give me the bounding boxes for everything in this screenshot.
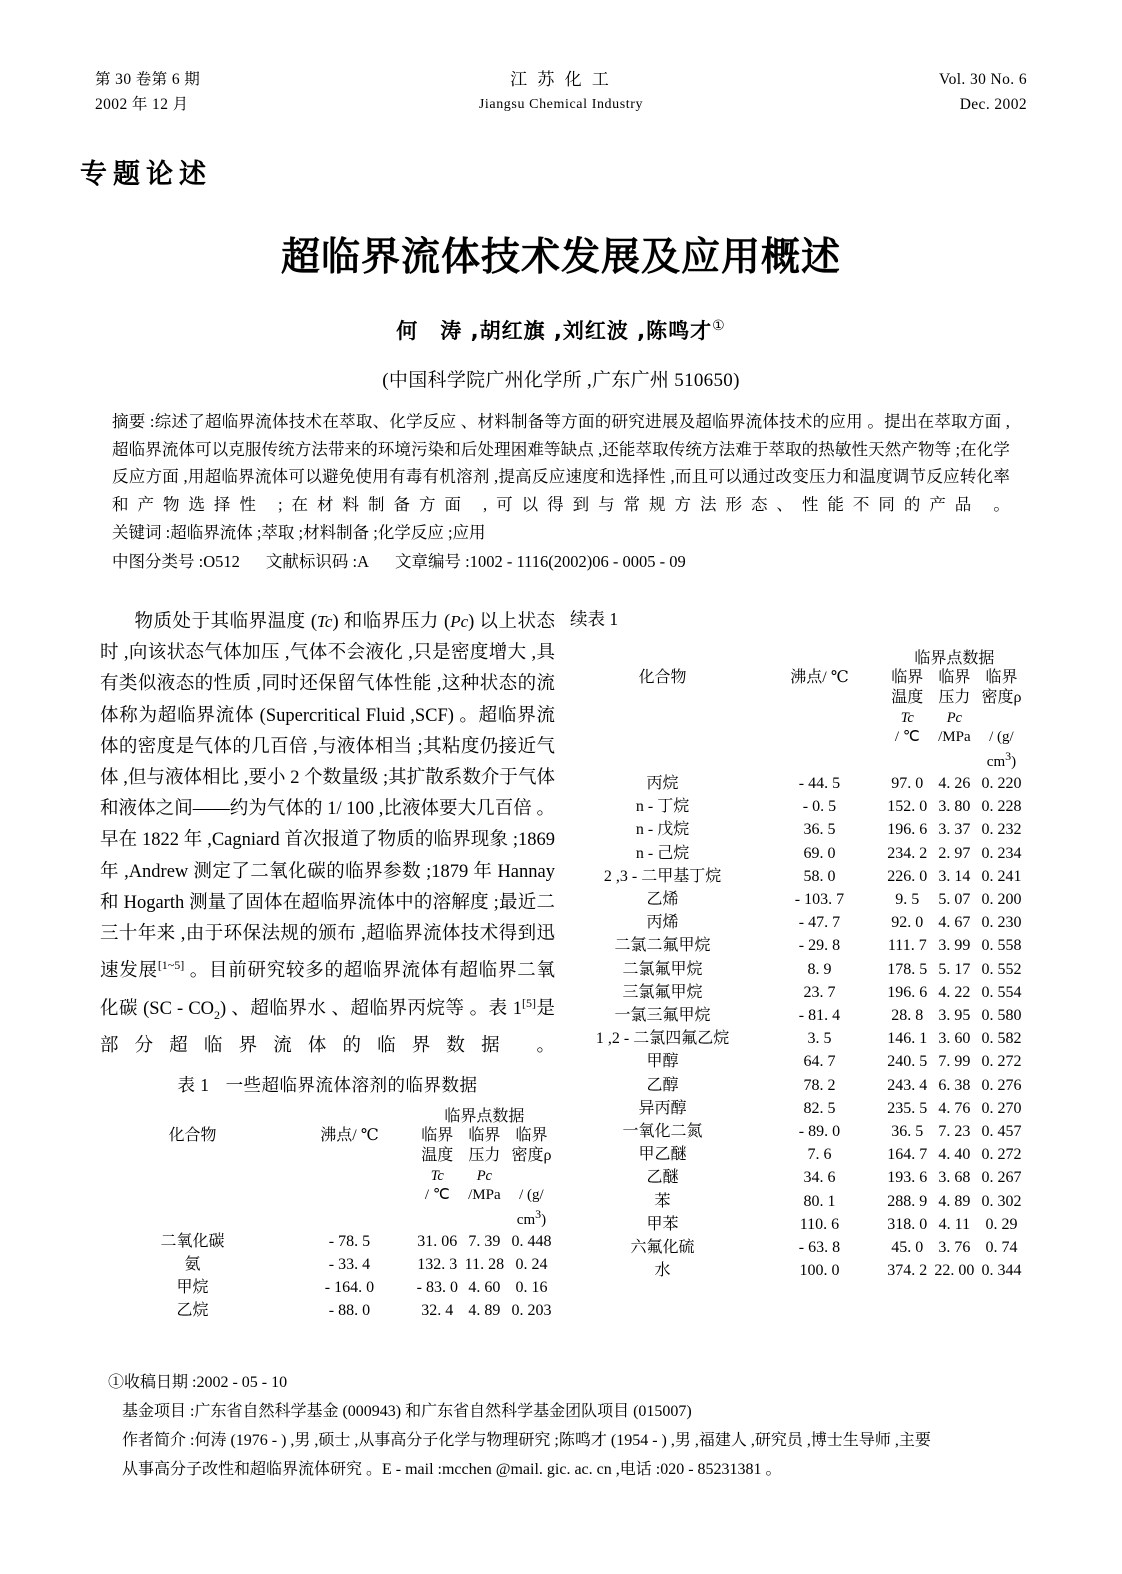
column-left — [100, 606, 555, 1323]
cell-compound: 丙烷 — [646, 775, 679, 792]
cell-critical-density: 0. 580 — [981, 1007, 1022, 1025]
footnote-received-date: ①收稿日期 :2002 - 05 - 10 — [108, 1374, 288, 1391]
table-row — [570, 911, 1025, 934]
footnote-bio-line2: 从事高分子改性和超临界流体研究 。E - mail :mcchen @mail. gic. ac. cn ,电话 :020 - 85231381 。 — [122, 1461, 782, 1478]
author-footnote-marker: ① — [712, 318, 726, 334]
table1-continued-label: 续表 1 — [570, 609, 619, 629]
cell-critical-density: 0. 203 — [511, 1302, 552, 1320]
cell-compound: n - 己烷 — [635, 844, 690, 862]
cell-critical-density: 0. 552 — [981, 960, 1022, 978]
cell-critical-density: 0. 267 — [981, 1169, 1022, 1187]
cell-critical-temperature: 92. 0 — [891, 914, 924, 932]
issue-date-en: Dec. 2002 — [959, 96, 1027, 113]
cell-critical-density: 0. 272 — [981, 1053, 1022, 1071]
cell-critical-pressure: 22. 00 — [934, 1262, 975, 1280]
cell-critical-density: 0. 29 — [985, 1215, 1018, 1233]
table-row — [570, 1050, 1025, 1073]
co2-subscript: 2 — [214, 1007, 221, 1022]
issue-date-cn: 2002 年 12 月 — [95, 96, 189, 113]
cell-boiling-point: 69. 0 — [803, 844, 836, 862]
table1-unit-rho: / (g/ $cm^3$) — [516, 1186, 547, 1228]
cell-critical-pressure: 4. 40 — [938, 1146, 971, 1164]
table-row — [570, 958, 1025, 981]
cell-compound: 甲烷 — [176, 1279, 209, 1297]
cell-critical-temperature: 146. 1 — [887, 1030, 928, 1048]
volume-issue-cn: 第 30 卷第 6 期 — [95, 71, 201, 88]
article-number: 文章编号 :1002 - 1116(2002)06 - 0005 - 09 — [395, 551, 686, 571]
cell-critical-pressure: 5. 07 — [938, 891, 971, 909]
cell-boiling-point: - 89. 0 — [798, 1123, 841, 1141]
table1-col-pc: 临界压力 Pc — [468, 1126, 501, 1184]
cell-critical-temperature: 28. 8 — [891, 1007, 924, 1025]
table-row — [570, 1027, 1025, 1050]
cell-boiling-point: - 0. 5 — [802, 798, 837, 816]
section-label: 专题论述 — [80, 159, 212, 190]
symbol-tc: Tc — [317, 612, 333, 631]
table-row — [570, 1120, 1025, 1143]
table-row — [570, 981, 1025, 1004]
cell-boiling-point: 3. 5 — [807, 1030, 832, 1048]
table1-unit-tc: / ℃ — [424, 1186, 450, 1203]
cell-compound: 甲苯 — [646, 1215, 679, 1233]
cell-critical-pressure: 3. 76 — [938, 1239, 971, 1257]
cell-critical-pressure: 3. 80 — [938, 798, 971, 816]
cell-critical-density: 0. 582 — [981, 1030, 1022, 1048]
table1c-header-row — [570, 668, 1025, 728]
cell-critical-density: 0. 24 — [515, 1256, 548, 1274]
cell-compound: 二氯二氟甲烷 — [614, 937, 711, 955]
cell-critical-temperature: 374. 2 — [887, 1262, 928, 1280]
cell-critical-temperature: 235. 5 — [887, 1099, 928, 1117]
cell-critical-temperature: 32. 4 — [421, 1302, 454, 1320]
cell-boiling-point: - 81. 4 — [798, 1007, 841, 1025]
cell-critical-pressure: 11. 28 — [464, 1256, 505, 1274]
volume-issue-en: Vol. 30 No. 6 — [938, 71, 1027, 88]
table-row — [570, 842, 1025, 865]
table-row — [570, 1190, 1025, 1213]
body-text-c: ) 以上状态时 ,向该状态气体加压 ,气体不会液化 ,只是密度增大 ,具有类似液态的性质 ,同时还保留气体性能 ,这种状态的流体称为超临界流体 (Supercritical Fluid ,SCF) 。超临界流体的密度是气体的几百倍 ,与液体相当 ;其粘度仍接近气体 ,但与液体相比 ,要小 2 个数量级 ;其扩散系数介于气体和液体之间——约为气体的 1/ 100 ,比液体要大几百倍 。早在 1822 年 ,Cagniard 首次报道了物质的临界现象 ;1869 年 ,Andrew 测定了二氧化碳的临界参数 ;1879 年 Hannay 和 Hogarth 测量了固体在超临界流体中的溶解度 ;最近二三十年来 ,由于环保法规的颁布 ,超临界流体技术得到迅速发展 — [100, 612, 555, 982]
cell-critical-temperature: 97. 0 — [891, 775, 924, 792]
cell-critical-temperature: 226. 0 — [887, 867, 928, 885]
cell-compound: 乙烯 — [646, 891, 679, 909]
cell-boiling-point: - 78. 5 — [328, 1232, 371, 1250]
cell-critical-density: 0. 554 — [981, 983, 1022, 1001]
cell-compound: n - 戊烷 — [635, 821, 690, 839]
cell-compound: 一氯三氟甲烷 — [614, 1007, 711, 1025]
cell-critical-pressure: 4. 11 — [938, 1215, 971, 1233]
cell-compound: n - 丁烷 — [635, 798, 690, 816]
table-row — [570, 795, 1025, 818]
cell-critical-density: 0. 270 — [981, 1099, 1022, 1117]
cell-critical-temperature: 36. 5 — [891, 1123, 924, 1141]
cell-critical-pressure: 6. 38 — [938, 1076, 971, 1094]
abstract-block — [112, 408, 1010, 575]
table1c-header-row2 — [570, 728, 1025, 772]
cell-critical-pressure: 7. 39 — [468, 1232, 501, 1250]
cell-critical-density: 0. 344 — [981, 1262, 1022, 1280]
cell-boiling-point: 80. 1 — [803, 1192, 836, 1210]
cell-boiling-point: 64. 7 — [803, 1053, 836, 1071]
footnote-bio-line1: 作者简介 :何涛 (1976 - ) ,男 ,硕士 ,从事高分子化学与物理研究 ;陈鸣才 (1954 - ) ,男 ,福建人 ,研究员 ,博士生导师 ,主要 — [122, 1432, 931, 1449]
cell-boiling-point: - 88. 0 — [328, 1302, 371, 1320]
cell-critical-density: 0. 241 — [981, 867, 1022, 885]
cell-critical-pressure: 4. 67 — [938, 914, 971, 932]
table1-col-compound: 化合物 — [168, 1126, 217, 1144]
cell-critical-temperature: 45. 0 — [891, 1239, 924, 1257]
masthead-left — [95, 68, 395, 118]
table1-caption-text: 一些超临界流体溶剂的临界数据 — [225, 1074, 478, 1095]
cell-compound: 丙烯 — [646, 914, 679, 932]
cell-boiling-point: - 33. 4 — [328, 1256, 371, 1274]
table1 — [100, 1103, 555, 1323]
table1c-col-compound: 化合物 — [638, 669, 687, 686]
cell-boiling-point: - 47. 7 — [798, 914, 841, 932]
cell-compound: 1 ,2 - 二氯四氟乙烷 — [595, 1030, 730, 1048]
cell-compound: 异丙醇 — [638, 1099, 687, 1117]
column-right — [570, 606, 1025, 1282]
cell-compound: 2 ,3 - 二甲基丁烷 — [603, 867, 722, 885]
cell-critical-temperature: 193. 6 — [887, 1169, 928, 1187]
cell-boiling-point: - 44. 5 — [798, 775, 841, 792]
body-text-d: 。目前研究较多的超临界流体有超临界二氧化碳 (SC - CO — [100, 961, 555, 1019]
cell-critical-density: 0. 272 — [981, 1146, 1022, 1164]
cell-critical-temperature: 164. 7 — [887, 1146, 928, 1164]
cell-critical-temperature: 152. 0 — [887, 798, 928, 816]
cell-boiling-point: 8. 9 — [807, 960, 832, 978]
table1-header-row — [100, 1126, 555, 1186]
footnote-funding: 基金项目 :广东省自然科学基金 (000943) 和广东省自然科学基金团队项目 (015007) — [122, 1403, 692, 1420]
reference-marker-1-5: [1~5] — [157, 958, 185, 973]
cell-critical-density: 0. 558 — [981, 937, 1022, 955]
cell-critical-density: 0. 457 — [981, 1123, 1022, 1141]
cell-compound: 二氯氟甲烷 — [622, 960, 703, 978]
cell-critical-density: 0. 302 — [981, 1192, 1022, 1210]
cell-boiling-point: - 29. 8 — [798, 937, 841, 955]
table1-col-bp: 沸点/ ℃ — [320, 1126, 379, 1144]
table1c-unit-pc: /MPa — [938, 729, 971, 745]
cell-boiling-point: 82. 5 — [803, 1099, 836, 1117]
table-row — [570, 1097, 1025, 1120]
table-row — [100, 1230, 555, 1253]
body-text-b: ) 和临界压力 ( — [332, 612, 451, 632]
table-row — [570, 888, 1025, 911]
cell-critical-pressure: 7. 99 — [938, 1053, 971, 1071]
table-row — [570, 1074, 1025, 1097]
author-names: 何 涛 ,胡红旗 ,刘红波 ,陈鸣才 — [396, 319, 713, 343]
table-row — [570, 865, 1025, 888]
table1-col-rho: 临界密度ρ — [511, 1126, 552, 1164]
table1-group-header: 临界点数据 — [444, 1107, 525, 1125]
cell-critical-pressure: 3. 14 — [938, 867, 971, 885]
table-row — [570, 1259, 1025, 1282]
cell-boiling-point: 110. 6 — [799, 1215, 840, 1233]
cell-critical-pressure: 2. 97 — [938, 844, 971, 862]
cell-boiling-point: 34. 6 — [803, 1169, 836, 1187]
cell-critical-pressure: 5. 17 — [938, 960, 971, 978]
cell-critical-temperature: 234. 2 — [887, 844, 928, 862]
table-row — [570, 1004, 1025, 1027]
table-row — [570, 1166, 1025, 1189]
cell-critical-pressure: 3. 95 — [938, 1007, 971, 1025]
cell-critical-pressure: 4. 89 — [938, 1192, 971, 1210]
table-row — [100, 1299, 555, 1322]
table1c-col-tc: 临界温度 Tc — [891, 669, 924, 726]
cell-compound: 甲醇 — [646, 1053, 679, 1071]
keywords: 关键词 :超临界流体 ;萃取 ;材料制备 ;化学反应 ;应用 — [112, 523, 486, 542]
cell-critical-pressure: 7. 23 — [938, 1123, 971, 1141]
masthead-right — [767, 68, 1027, 118]
cell-compound: 二氧化碳 — [160, 1232, 225, 1250]
cell-critical-density: 0. 276 — [981, 1076, 1022, 1094]
cell-critical-temperature: 196. 6 — [887, 983, 928, 1001]
body-text-a: 物质处于其临界温度 ( — [134, 612, 318, 632]
cell-compound: 乙醚 — [646, 1169, 679, 1187]
cell-compound: 一氧化二氮 — [622, 1123, 703, 1141]
affiliation: (中国科学院广州化学所 ,广东广州 510650) — [382, 370, 740, 391]
cell-compound: 甲乙醚 — [638, 1146, 687, 1164]
body-paragraph-1 — [100, 606, 555, 1062]
cell-compound: 乙醇 — [646, 1076, 679, 1094]
cell-boiling-point: 100. 0 — [799, 1262, 840, 1280]
cell-compound: 三氯氟甲烷 — [622, 983, 703, 1001]
body-text-e: ) 、超临界水 、超临界丙烷等 。表 1 — [220, 998, 522, 1019]
cell-critical-density: 0. 220 — [981, 775, 1022, 792]
cell-compound: 乙烷 — [176, 1302, 209, 1320]
document-code: 文献标识码 :A — [265, 551, 369, 571]
table-row — [570, 1236, 1025, 1259]
cell-boiling-point: - 63. 8 — [798, 1239, 841, 1257]
table1c-unit-rho: / (g/ $cm^3$) — [986, 729, 1017, 770]
cell-boiling-point: - 164. 0 — [324, 1279, 375, 1297]
cell-compound: 水 — [654, 1262, 671, 1280]
cell-critical-temperature: 31. 06 — [417, 1232, 458, 1250]
cell-critical-temperature: 132. 3 — [417, 1256, 458, 1274]
cell-critical-density: 0. 228 — [981, 798, 1022, 816]
cell-critical-pressure: 3. 60 — [938, 1030, 971, 1048]
cell-critical-temperature: 288. 9 — [887, 1192, 928, 1210]
cell-critical-temperature: 240. 5 — [887, 1053, 928, 1071]
cell-critical-pressure: 3. 68 — [938, 1169, 971, 1187]
cell-critical-density: 0. 234 — [981, 844, 1022, 862]
journal-title-en: Jiangsu Chemical Industry — [478, 97, 644, 112]
journal-title-cn: 江 苏 化 工 — [510, 70, 612, 89]
cell-critical-pressure: 4. 22 — [938, 983, 971, 1001]
classification-line — [112, 548, 1010, 576]
cell-boiling-point: 36. 5 — [803, 821, 836, 839]
table-row — [100, 1253, 555, 1276]
clc-number: 中图分类号 :O512 — [112, 551, 240, 571]
masthead-center — [411, 68, 711, 118]
cell-critical-pressure: 3. 37 — [938, 821, 971, 839]
table-row — [570, 1213, 1025, 1236]
reference-marker-5: [5] — [521, 995, 536, 1010]
cell-critical-temperature: 243. 4 — [887, 1076, 928, 1094]
cell-critical-temperature: - 83. 0 — [416, 1279, 458, 1297]
cell-boiling-point: 58. 0 — [803, 867, 836, 885]
table-row — [570, 934, 1025, 957]
table1c-group-header-row — [570, 645, 1025, 668]
cell-critical-density: 0. 232 — [981, 821, 1022, 839]
cell-critical-temperature: 178. 5 — [887, 960, 928, 978]
table1-caption-label: 表 1 — [177, 1074, 210, 1095]
table1-header-row2 — [100, 1186, 555, 1230]
author-list — [0, 315, 1122, 345]
cell-boiling-point: 78. 2 — [803, 1076, 836, 1094]
cell-critical-density: 0. 448 — [511, 1232, 552, 1250]
table1c-col-pc: 临界压力 Pc — [938, 669, 971, 726]
table1c-col-bp: 沸点/ ℃ — [790, 669, 849, 686]
cell-critical-density: 0. 200 — [981, 891, 1022, 909]
body-text-f: 是部分超临界流体的临界数据 。 — [100, 998, 555, 1056]
table-row — [570, 1143, 1025, 1166]
page-title: 超临界流体技术发展及应用概述 — [280, 235, 841, 280]
cell-critical-pressure: 4. 89 — [468, 1302, 501, 1320]
cell-critical-density: 0. 16 — [515, 1279, 548, 1297]
footnote-block — [108, 1368, 1020, 1484]
table1-continued — [570, 645, 1025, 1282]
table1-body — [100, 1230, 555, 1323]
table1c-group-header: 临界点数据 — [914, 650, 995, 667]
table1-unit-pc: /MPa — [468, 1186, 501, 1203]
cell-boiling-point: 7. 6 — [807, 1146, 832, 1164]
table-row — [570, 772, 1025, 795]
table1c-body — [570, 772, 1025, 1282]
cell-compound: 氨 — [184, 1256, 201, 1274]
cell-compound: 苯 — [654, 1192, 671, 1210]
cell-boiling-point: 23. 7 — [803, 983, 836, 1001]
table1-group-header-row — [100, 1103, 555, 1126]
cell-critical-pressure: 4. 26 — [938, 775, 971, 792]
cell-critical-temperature: 9. 5 — [895, 891, 920, 909]
cell-critical-density: 0. 230 — [981, 914, 1022, 932]
table-row — [570, 818, 1025, 841]
cell-critical-pressure: 4. 76 — [938, 1099, 971, 1117]
table1c-col-rho: 临界密度ρ — [981, 669, 1022, 706]
table1c-unit-tc: / ℃ — [894, 729, 920, 745]
cell-critical-pressure: 3. 99 — [938, 937, 971, 955]
cell-critical-temperature: 111. 7 — [887, 937, 927, 955]
cell-critical-temperature: 318. 0 — [887, 1215, 928, 1233]
table-row — [100, 1276, 555, 1299]
cell-compound: 六氟化硫 — [630, 1239, 695, 1257]
abstract-text: 摘要 :综述了超临界流体技术在萃取、化学反应 、材料制备等方面的研究进展及超临界流体技术的应用 。提出在萃取方面 ,超临界流体可以克服传统方法带来的环境污染和后处理困难等缺点 ,还能萃取传统方法难于萃取的热敏性天然产物等 ;在化学反应方面 ,用超临界流体可以避免使用有毒有机溶剂 ,提高反应速度和选择性 ,而且可以通过改变压力和温度调节反应转化率和产物选择性 ;在材料制备方面 ,可以得到与常规方法形态、性能不同的产品 。 — [112, 412, 1010, 514]
cell-critical-pressure: 4. 60 — [468, 1279, 501, 1297]
cell-boiling-point: - 103. 7 — [794, 891, 845, 909]
cell-critical-density: 0. 74 — [985, 1239, 1018, 1257]
masthead — [95, 68, 1027, 130]
cell-critical-temperature: 196. 6 — [887, 821, 928, 839]
symbol-pc: Pc — [450, 612, 469, 631]
table1-col-tc: 临界温度 Tc — [421, 1126, 454, 1184]
table1-caption — [100, 1072, 555, 1097]
